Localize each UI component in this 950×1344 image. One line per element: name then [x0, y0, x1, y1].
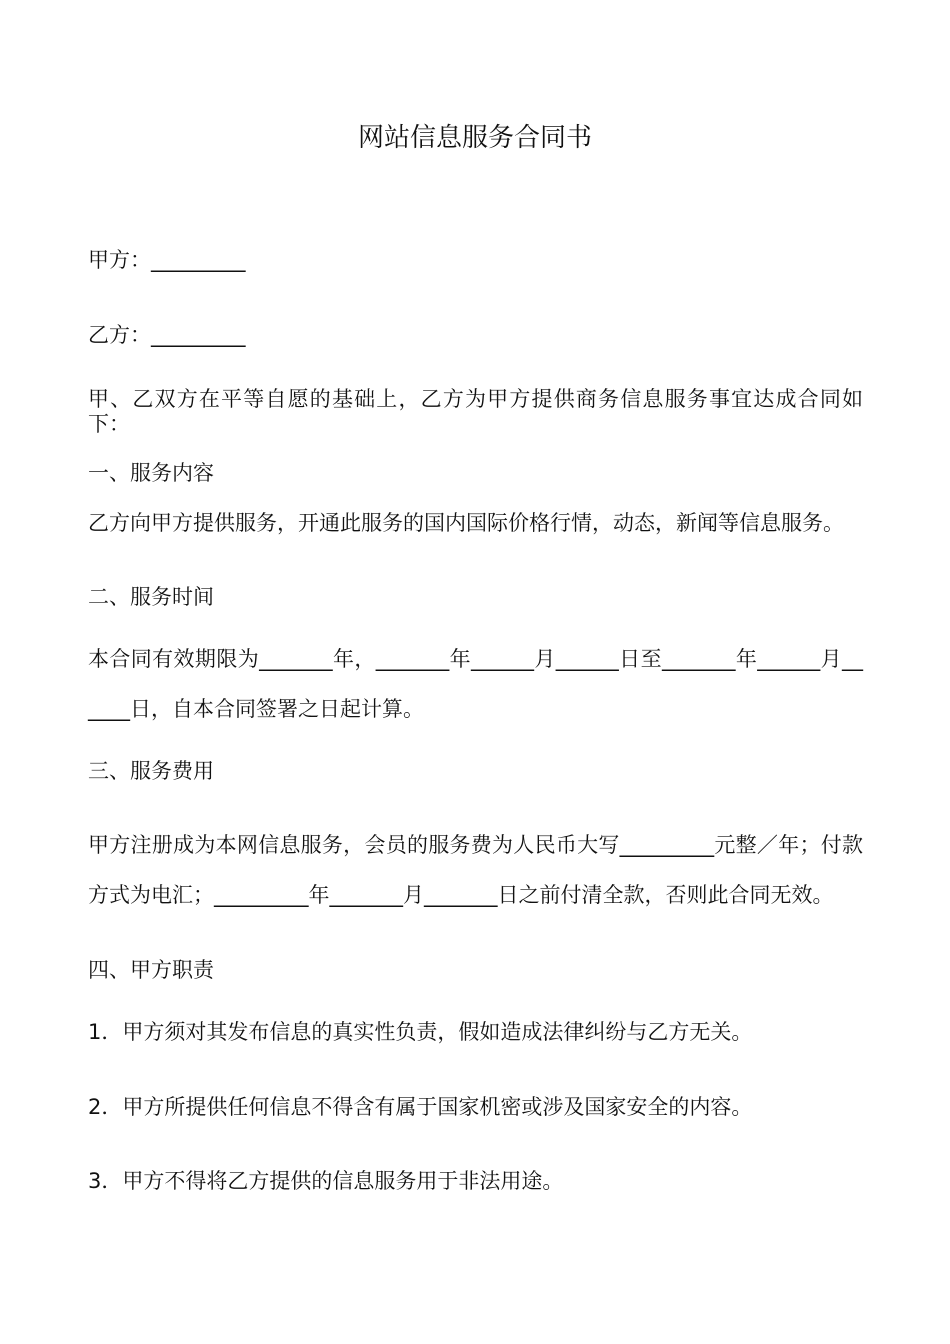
duty-item-1: 1．甲方须对其发布信息的真实性负责，假如造成法律纠纷与乙方无关。	[88, 1020, 753, 1044]
intro-paragraph: 甲、乙双方在平等自愿的基础上，乙方为甲方提供商务信息服务事宜达成合同如下：	[88, 387, 863, 436]
section-3-text: 甲方注册成为本网信息服务，会员的服务费为人民币大写_________元整／年；付款方式为电汇；_________年_______月_______日之前付清全款，否则此合同无效。	[88, 833, 863, 907]
section-1-heading: 一、服务内容	[88, 461, 214, 485]
section-4-heading: 四、甲方职责	[88, 958, 214, 982]
section-1-text: 乙方向甲方提供服务，开通此服务的国内国际价格行情，动态，新闻等信息服务。	[88, 511, 844, 535]
section-2-heading: 二、服务时间	[88, 585, 214, 609]
duty-item-3: 3．甲方不得将乙方提供的信息服务用于非法用途。	[88, 1169, 564, 1193]
party-a-line: 甲方：_________	[88, 248, 246, 272]
party-b-line: 乙方：_________	[88, 323, 246, 347]
section-3-heading: 三、服务费用	[88, 759, 214, 783]
document-title: 网站信息服务合同书	[357, 123, 592, 153]
duty-item-2: 2．甲方所提供任何信息不得含有属于国家机密或涉及国家安全的内容。	[88, 1095, 753, 1119]
section-2-text: 本合同有效期限为_______年，_______年______月______日至_______年______月______日，自本合同签署之日起计算。	[88, 647, 863, 721]
